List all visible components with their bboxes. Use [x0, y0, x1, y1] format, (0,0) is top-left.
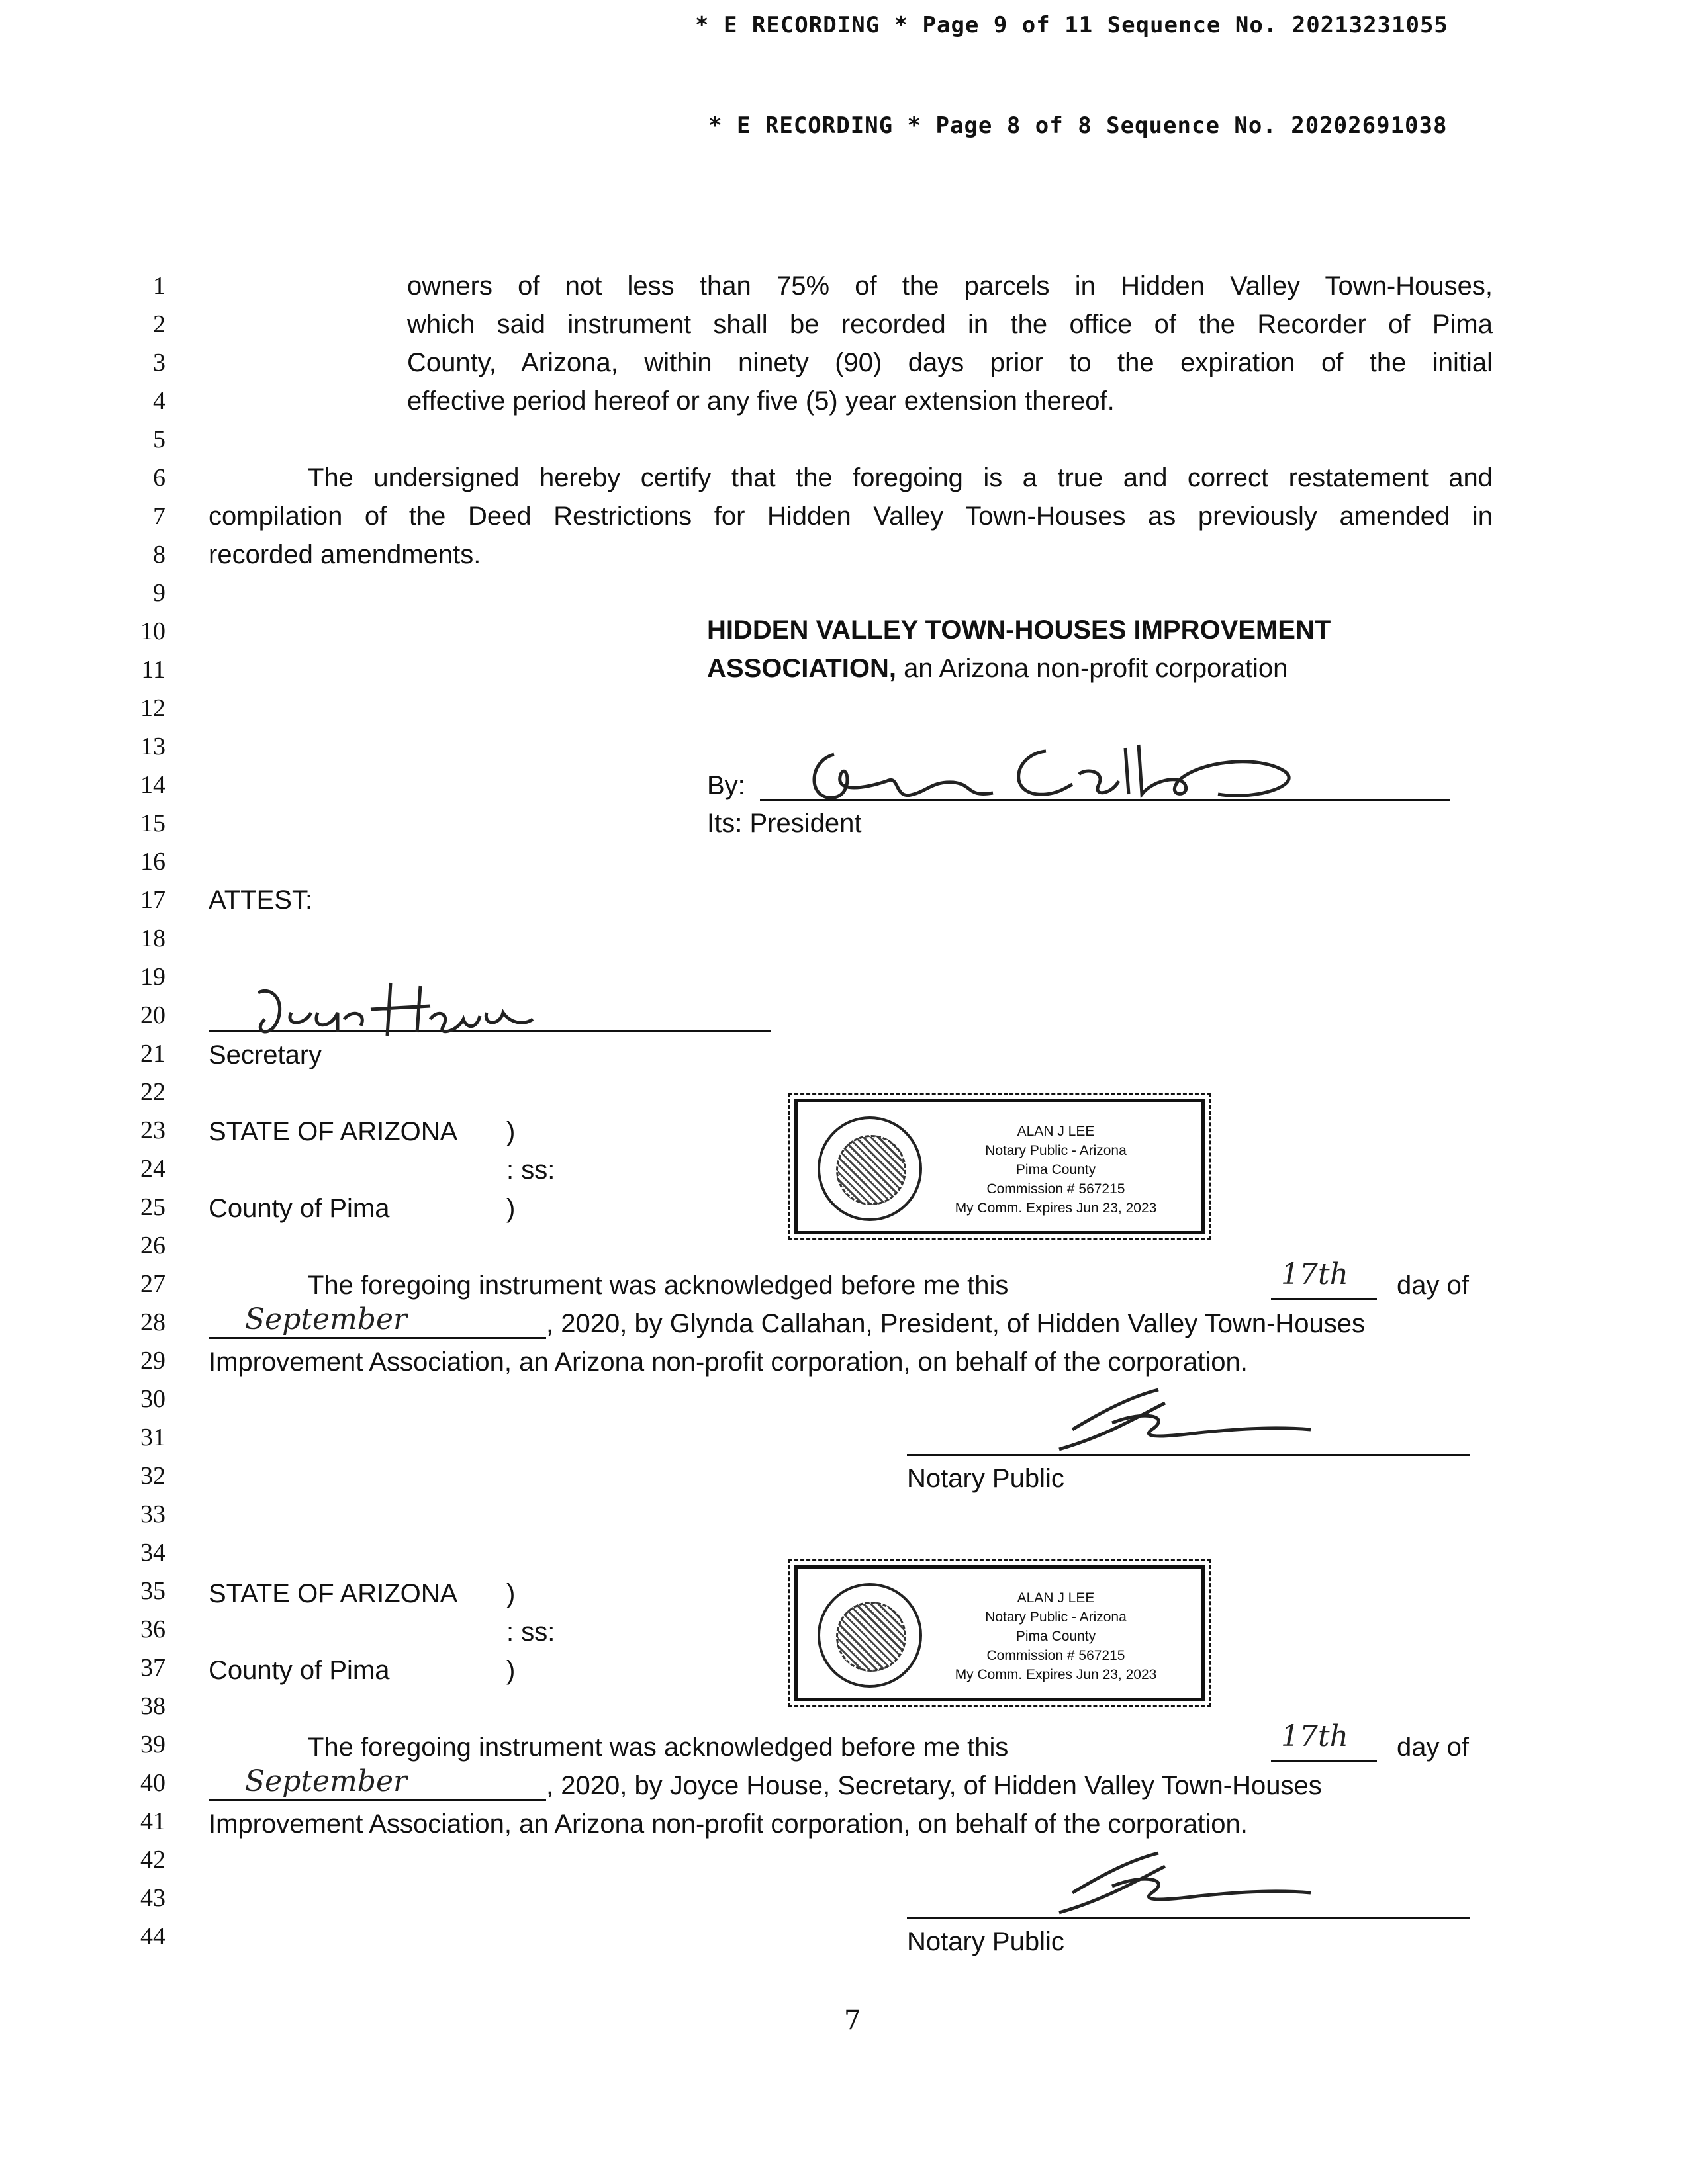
line-number: 8 [153, 541, 165, 569]
line-number: 37 [140, 1654, 165, 1682]
line-number: 5 [153, 426, 165, 453]
notary1-ack-prefix: The foregoing instrument was acknowledged before me this [308, 1271, 1009, 1300]
president-signature [794, 735, 1324, 814]
line-number: 32 [140, 1462, 165, 1490]
stamp2-county: Pima County [1015, 1629, 1096, 1644]
notary2-month-handwritten: September [245, 1764, 408, 1798]
notary1-ss: : ss: [506, 1156, 555, 1185]
line-number: 36 [140, 1615, 165, 1643]
notary1-day-handwritten: 17th [1281, 1257, 1349, 1291]
line-number: 34 [140, 1539, 165, 1567]
attest-label: ATTEST: [209, 886, 313, 915]
association-name-rest: an Arizona non-profit corporation [904, 654, 1288, 683]
stamp1-text [923, 1122, 1188, 1218]
notary2-state: STATE OF ARIZONA [209, 1579, 458, 1608]
line-number: 27 [140, 1270, 165, 1298]
line-number: 13 [140, 733, 165, 760]
line-number: 2 [153, 310, 165, 338]
line-number: 16 [140, 848, 165, 876]
notary2-signature-line [907, 1917, 1470, 1919]
stamp2-title: Notary Public - Arizona [985, 1610, 1127, 1625]
notary-stamp-1 [794, 1099, 1205, 1234]
notary2-month-line [209, 1799, 546, 1801]
line-number: 20 [140, 1001, 165, 1029]
notary2-day-line [1271, 1760, 1377, 1762]
notary2-paren-top: ) [506, 1579, 516, 1608]
para1-line2: which said instrument shall be recorded in the office of the Recorder of Pima [407, 310, 1493, 339]
association-name-bold: ASSOCIATION, [707, 654, 896, 683]
line-number: 25 [140, 1193, 165, 1221]
line-number: 42 [140, 1846, 165, 1874]
para2-line3: recorded amendments. [209, 540, 481, 569]
arizona-seal-icon [818, 1116, 922, 1221]
association-name-line1: HIDDEN VALLEY TOWN-HOUSES IMPROVEMENT [707, 615, 1331, 645]
stamp1-title: Notary Public - Arizona [985, 1143, 1127, 1158]
notary1-state: STATE OF ARIZONA [209, 1117, 458, 1146]
stamp2-text [923, 1588, 1188, 1684]
notary-stamp-2 [794, 1565, 1205, 1701]
line-number: 39 [140, 1731, 165, 1758]
line-number: 1 [153, 272, 165, 300]
notary2-signature [1046, 1846, 1324, 1919]
stamp1-county: Pima County [1015, 1162, 1096, 1177]
line-number: 18 [140, 925, 165, 952]
page-number: 7 [844, 2005, 861, 2036]
notary1-signature [1046, 1383, 1324, 1456]
line-number: 9 [153, 579, 165, 607]
para1-line1: owners of not less than 75% of the parcels in Hidden Valley Town-Houses, [407, 271, 1493, 300]
notary2-ss: : ss: [506, 1617, 555, 1647]
line-number: 26 [140, 1232, 165, 1259]
association-name-line2 [707, 654, 1288, 684]
by-label: By: [707, 771, 745, 800]
recording-header-secondary: * E RECORDING * Page 8 of 8 Sequence No. 20202691038 [708, 113, 1448, 139]
line-number: 21 [140, 1040, 165, 1068]
attest-secretary-title: Secretary [209, 1040, 322, 1069]
line-number: 31 [140, 1424, 165, 1451]
line-number: 38 [140, 1692, 165, 1720]
line-number: 7 [153, 502, 165, 530]
notary1-ack-line2: , 2020, by Glynda Callahan, President, of Hidden Valley Town-Houses [546, 1309, 1366, 1338]
para2-line1: The undersigned hereby certify that the foregoing is a true and correct restatement and [308, 463, 1493, 492]
line-number: 6 [153, 464, 165, 492]
notary1-month-line [209, 1337, 546, 1339]
line-number: 30 [140, 1385, 165, 1413]
its-title [707, 809, 861, 839]
line-number: 11 [141, 656, 165, 684]
line-number: 28 [140, 1308, 165, 1336]
notary2-signature-title: Notary Public [907, 1927, 1064, 1956]
line-number: 35 [140, 1577, 165, 1605]
line-number: 41 [140, 1807, 165, 1835]
arizona-seal-icon [818, 1583, 922, 1688]
line-number: 14 [140, 771, 165, 799]
notary1-day-line [1271, 1298, 1377, 1300]
stamp2-name: ALAN J LEE [1017, 1590, 1095, 1606]
its-value: President [749, 809, 862, 838]
notary1-day-of: day of [1397, 1271, 1469, 1300]
line-number: 10 [140, 617, 165, 645]
line-number: 43 [140, 1884, 165, 1912]
para1-line4: effective period hereof or any five (5) year extension thereof. [407, 387, 1115, 416]
line-number: 4 [153, 387, 165, 415]
recording-header-primary: * E RECORDING * Page 9 of 11 Sequence No. 20213231055 [695, 12, 1448, 38]
line-number: 23 [140, 1116, 165, 1144]
line-number: 40 [140, 1769, 165, 1797]
notary2-ack-line3: Improvement Association, an Arizona non-profit corporation, on behalf of the corporation. [209, 1809, 1248, 1839]
stamp1-commission: Commission # 567215 [986, 1181, 1125, 1197]
stamp1-name: ALAN J LEE [1017, 1124, 1095, 1139]
secretary-signature [238, 973, 543, 1046]
line-number: 17 [140, 886, 165, 914]
notary1-paren-top: ) [506, 1117, 516, 1146]
line-number: 33 [140, 1500, 165, 1528]
notary1-signature-line [907, 1454, 1470, 1456]
line-number: 44 [140, 1923, 165, 1950]
notary2-paren-bottom: ) [506, 1656, 516, 1685]
line-number: 29 [140, 1347, 165, 1375]
notary1-county: County of Pima [209, 1194, 390, 1223]
its-label: Its: [707, 809, 743, 838]
stamp1-expires: My Comm. Expires Jun 23, 2023 [955, 1201, 1157, 1216]
notary1-month-handwritten: September [245, 1302, 408, 1336]
para1-line3: County, Arizona, within ninety (90) days prior to the expiration of the initial [407, 348, 1493, 377]
line-number: 3 [153, 349, 165, 377]
notary2-day-handwritten: 17th [1281, 1719, 1349, 1753]
notary2-day-of: day of [1397, 1733, 1469, 1762]
notary2-ack-prefix: The foregoing instrument was acknowledged before me this [308, 1733, 1009, 1762]
notary1-paren-bottom: ) [506, 1194, 516, 1223]
line-number: 15 [140, 809, 165, 837]
stamp2-commission: Commission # 567215 [986, 1648, 1125, 1663]
line-number: 19 [140, 963, 165, 991]
stamp2-expires: My Comm. Expires Jun 23, 2023 [955, 1667, 1157, 1682]
notary2-county: County of Pima [209, 1656, 390, 1685]
line-number: 22 [140, 1078, 165, 1106]
notary2-ack-line2: , 2020, by Joyce House, Secretary, of Hidden Valley Town-Houses [546, 1771, 1322, 1800]
para2-line2: compilation of the Deed Restrictions for Hidden Valley Town-Houses as previously amended in [209, 502, 1493, 531]
line-number: 24 [140, 1155, 165, 1183]
line-number: 12 [140, 694, 165, 722]
notary1-ack-line3: Improvement Association, an Arizona non-profit corporation, on behalf of the corporation. [209, 1347, 1248, 1377]
notary1-signature-title: Notary Public [907, 1464, 1064, 1493]
